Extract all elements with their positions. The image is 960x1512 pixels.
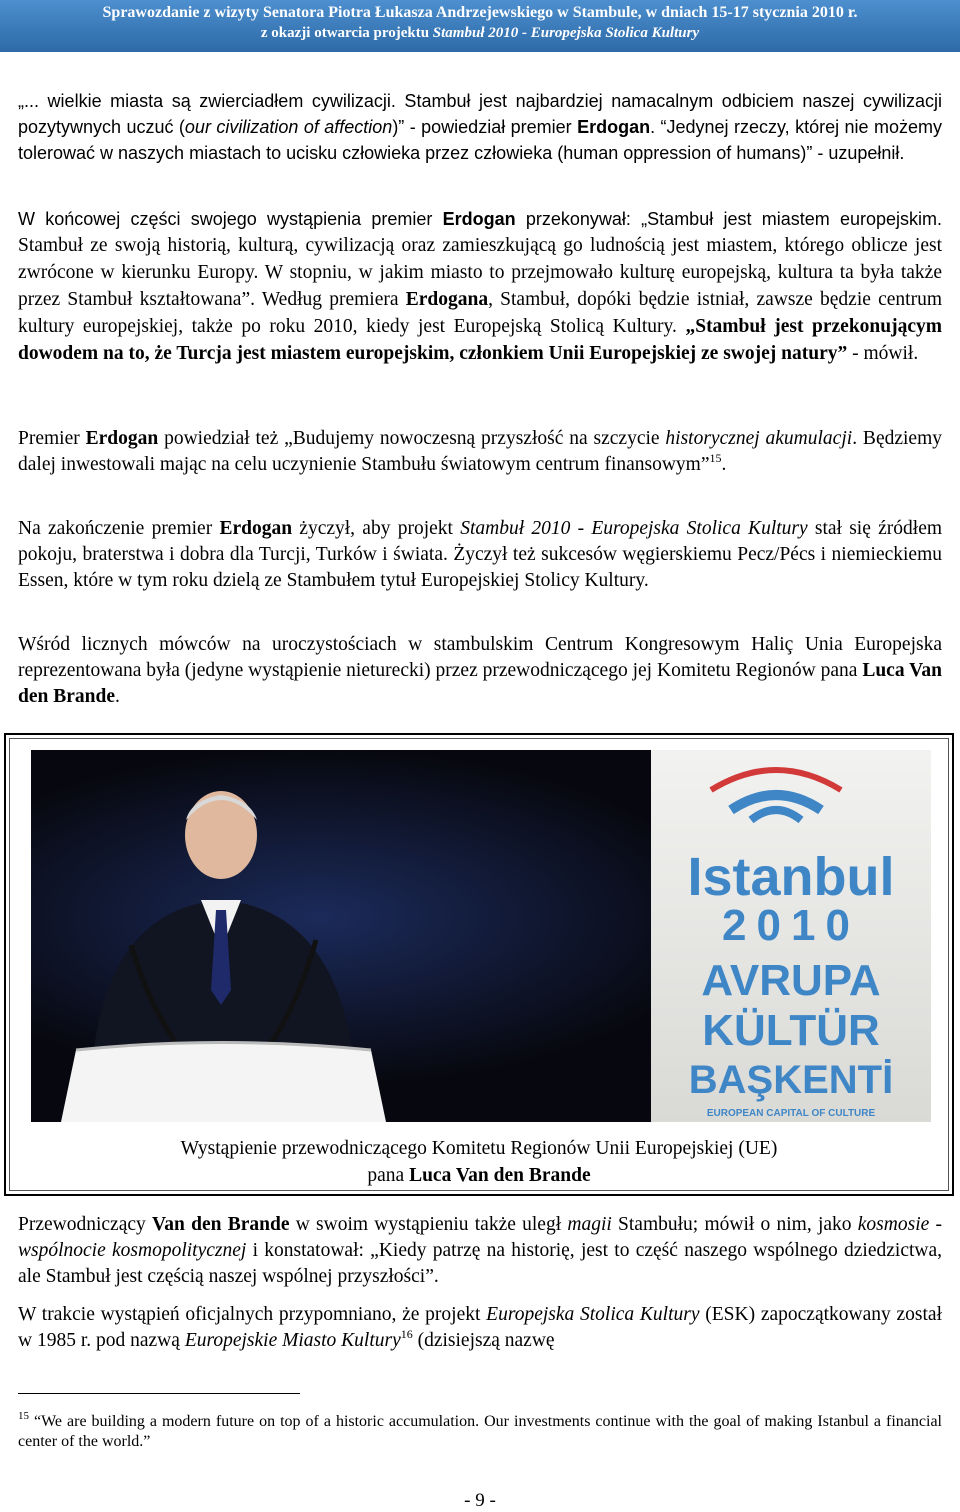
footnote-number: 15 [18,1410,29,1422]
paragraph-erdogan-europe: W końcowej części swojego wystąpienia premier Erdogan przekonywał: „Stambuł jest miastem europejskim. Stambuł ze swoją historią, kulturą, cywilizacją oraz zamieszkującą go ludnością jest miastem, którego oblicze jest zwrócone w kierunku Europy. W stopniu, w jakim miasto to przejmowało kulturę europejską, kultura ta była także przez Stambuł kształtowana”. Według premiera Erdogana, Stambuł, dopóki będzie istniał, zawsze będzie centrum kultury europejskiej, także po roku 2010, kiedy jest Europejską Stolicą Kultury. „Stambuł jest przekonującym dowodem na to, że Turcja jest miastem europejskim, członkiem Unii Europejskiej ze swojej natury” - mówił. [18,209,943,364]
header-line-2: z okazji otwarcia projektu Stambuł 2010 - Europejska Stolica Kultury [260,25,700,41]
paragraph-erdogan-quote: „... wielkie miasta są zwierciadłem cywilizacji. Stambuł jest najbardziej namacalnym odbiciem naszej cywilizacji pozytywnych uczuć (our civilization of affection)” - powiedział premier Erdogan. “Jedynej rzeczy, której nie możemy tolerować w naszych miastach to ucisku człowieka przez człowieka (human oppression of humans)” - uzupełnił. [18,91,942,163]
figure-caption-line-1: Wystąpienie przewodniczącego Komitetu Regionów Unii Europejskiej (UE) [180,1138,778,1159]
paragraph-esk-history: W trakcie wystąpień oficjalnych przypomniano, że projekt Europejska Stolica Kultury (ESK) zapoczątkowany został w 1985 r. pod nazwą Europejskie Miasto Kultury$^{16}$ (dzisiejszą nazwę [18,1304,942,1351]
paragraph-speakers: Wśród licznych mówców na uroczystościach w stambulskim Centrum Kongresowym Haliç Unia Europejska reprezentowana była (jedyne wystąpienie nieturecki) przez przewodniczącego jej Komitetu Regionów pana Luca Van den Brande. [18,634,942,707]
page-number: - 9 - [464,1490,496,1511]
logo-baskenti: BAŞKENTİ [688,1058,894,1102]
paragraph-closing-wishes: Na zakończenie premier Erdogan życzył, aby projekt Stambuł 2010 - Europejska Stolica Kultury stał się źródłem pokoju, braterstwa i dobra dla Turcji, Turków i świata. Życzył też sukcesów węgierskiemu Pecz/Pécs i niemieckiemu Essen, które w tym roku dzielą ze Stambułem tytuł Europejskiej Stolicy Kultury. [18,518,943,591]
logo-year: 2010 [722,901,860,950]
logo-avrupa: AVRUPA [701,956,881,1005]
speech-photo-illustration [31,750,931,1122]
logo-subtitle: EUROPEAN CAPITAL OF CULTURE [706,1108,876,1119]
logo-kultur: KÜLTÜR [702,1006,880,1055]
footnote-15: $^{15}$ “We are building a modern future on top of a historic accumulation. Our investments continue with the goal of making Istanbul a financial center of the world.” [18,1410,942,1450]
running-header [0,0,960,52]
paragraph-modern-future: Premier Erdogan powiedział też „Budujemy nowoczesną przyszłość na szczycie historycznej akumulacji. Będziemy dalej inwestowali mając na celu uczynienie Stambułu światowym centrum finansowym”$^{15}$. [18,428,942,475]
speech-photo [31,750,931,1122]
photo-figure [4,733,954,1196]
footnote-ref-16: 16 [400,1327,413,1341]
paragraph-van-den-brande: Przewodniczący Van den Brande w swoim wystąpieniu także uległ magii Stambułu; mówił o nim, jako kosmosie - wspólnocie kosmopolitycznej i konstatował: „Kiedy patrzę na historię, jest to część naszego wspólnego dziedzictwa, ale Stambuł jest częścią naszej wspólnej przyszłości”. [18,1214,943,1287]
header-line-1: Sprawozdanie z wizyty Senatora Piotra Łukasza Andrzejewskiego w Stambule, w dniach 15-17 stycznia 2010 r. [102,4,858,21]
logo-istanbul: Istanbul [687,847,895,907]
figure-caption-line-2: pana Luca Van den Brande [367,1165,591,1186]
footnote-separator [18,1393,300,1394]
footnote-ref-15: 15 [709,451,722,465]
